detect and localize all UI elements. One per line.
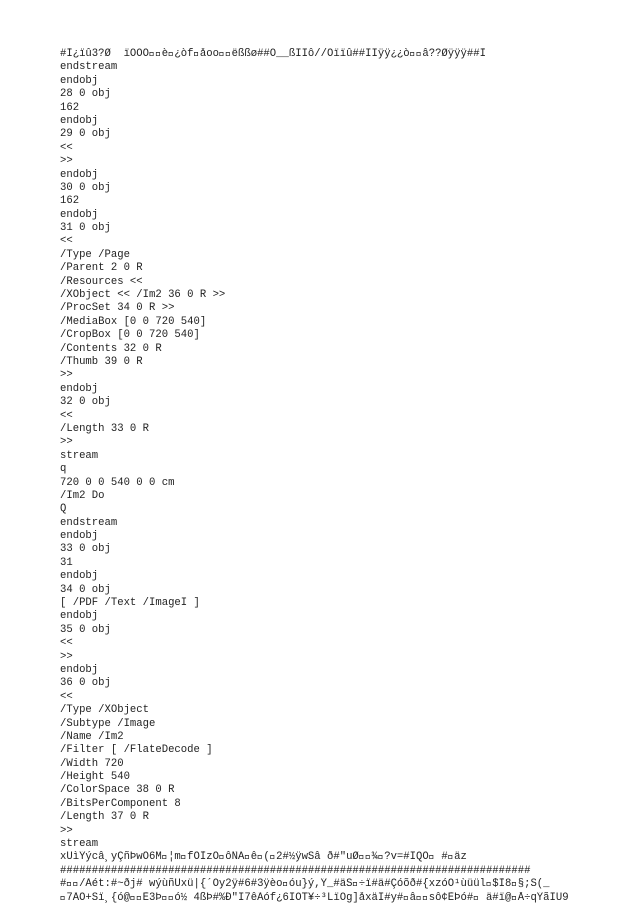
text-line: endstream xyxy=(60,61,118,74)
text-line: endobj xyxy=(60,610,99,623)
text-line: endobj xyxy=(60,168,99,181)
text-line: #  /Ãét:#~ðj#¯wýùñÛxü|{´Oy2ÿ#6#3ÿèo óu}ý,Ý_#äS ÷ï#ä#Çóõð#{xzóO¹ùüül $Ì8 §;S(_ xyxy=(60,878,550,891)
text-line: stream xyxy=(60,449,99,462)
text-line: endobj xyxy=(60,74,99,87)
text-line: endobj xyxy=(60,663,99,676)
text-line: /Parent 2 0 R xyxy=(60,262,143,275)
text-line: /Thumb 39 0 R xyxy=(60,355,143,368)
text-line:  7ÃÕ+Sï¸{ó@  È3Þ  ó½¯4ßÞ#%Ð"Ï7êÃóf¿6ÏÓT¥÷³LïÓg]åxäÏ#y# â  sô¢ÈÞó#  ä#ï@ Å÷qÝãÏÙ9 xyxy=(60,891,569,904)
text-line: << xyxy=(60,141,73,154)
text-line: 34 0 obj xyxy=(60,583,111,596)
text-line: /Subtype /Image xyxy=(60,717,156,730)
text-line: endstream xyxy=(60,516,118,529)
pdf-source-text xyxy=(60,48,620,905)
text-line: /ProcSet 34 0 R >> xyxy=(60,302,175,315)
text-line: /Resources << xyxy=(60,275,143,288)
text-line: << xyxy=(60,690,73,703)
text-line: /Filter [ /FlateDecode ] xyxy=(60,744,213,757)
text-line: xÚìÝýcâ¸yÇñÞwÕ6M ¦m fÕÌzÕ ôÑÄ ê ( 2#½ÿwSâ ð#"uØ  ¾ ?v=#IQÕ  # äz xyxy=(60,851,467,864)
text-line: endobj xyxy=(60,570,99,583)
text-line: /Contents 32 0 R xyxy=(60,342,162,355)
text-line: 32 0 obj xyxy=(60,396,111,409)
text-line: /Height 540 xyxy=(60,771,130,784)
text-line: /Im2 Do xyxy=(60,489,105,502)
text-line: /XObject << /Im2 36 0 R >> xyxy=(60,289,226,302)
text-line: stream xyxy=(60,838,99,851)
text-line: >> xyxy=(60,155,73,168)
text-line: << xyxy=(60,235,73,248)
text-line: 31 xyxy=(60,556,73,569)
text-line: 33 0 obj xyxy=(60,543,111,556)
text-line: endobj xyxy=(60,382,99,395)
text-line: << xyxy=(60,409,73,422)
text-line: #Ì¿ïû3?Ø¯¯ïOOÕ  è ¿òf åoo  ëßßø##Ò__ßÏÏô//Õïïû##ÏÏÿÿ¿¿ò  â??Øÿÿÿ##Ì xyxy=(60,48,486,60)
text-line: 720 0 0 540 0 0 cm xyxy=(60,476,175,489)
text-line: << xyxy=(60,637,73,650)
text-line: >> xyxy=(60,650,73,663)
text-line: /ColorSpace 38 0 R xyxy=(60,784,175,797)
text-line: 28 0 obj xyxy=(60,88,111,101)
text-line: Q xyxy=(60,503,67,516)
text-line: >> xyxy=(60,436,73,449)
text-line: q xyxy=(60,463,67,476)
text-line: 29 0 obj xyxy=(60,128,111,141)
text-line: /Width 720 xyxy=(60,757,124,770)
text-line: /MediaBox [0 0 720 540] xyxy=(60,315,207,328)
text-line: endobj xyxy=(60,114,99,127)
text-line: 162 xyxy=(60,101,80,114)
text-line: 35 0 obj xyxy=(60,623,111,636)
text-line: endobj xyxy=(60,208,99,221)
text-line: >> xyxy=(60,824,73,837)
text-line: /Length 37 0 R xyxy=(60,811,150,824)
text-line: [ /PDF /Text /ImageI ] xyxy=(60,597,200,610)
text-line: 30 0 obj xyxy=(60,181,111,194)
text-line: /BitsPerComponent 8 xyxy=(60,797,181,810)
text-line: /Type /XObject xyxy=(60,704,150,717)
text-line: 31 0 obj xyxy=(60,222,111,235)
text-line: >> xyxy=(60,369,73,382)
text-line: /CropBox [0 0 720 540] xyxy=(60,329,200,342)
text-line: /Length 33 0 R xyxy=(60,422,150,435)
text-line: 36 0 obj xyxy=(60,677,111,690)
text-line: /Type /Page xyxy=(60,248,130,261)
text-line: ########################################################################## xyxy=(60,864,531,877)
text-line: endobj xyxy=(60,530,99,543)
text-line: 162 xyxy=(60,195,80,208)
text-line: /Name /Im2 xyxy=(60,730,124,743)
